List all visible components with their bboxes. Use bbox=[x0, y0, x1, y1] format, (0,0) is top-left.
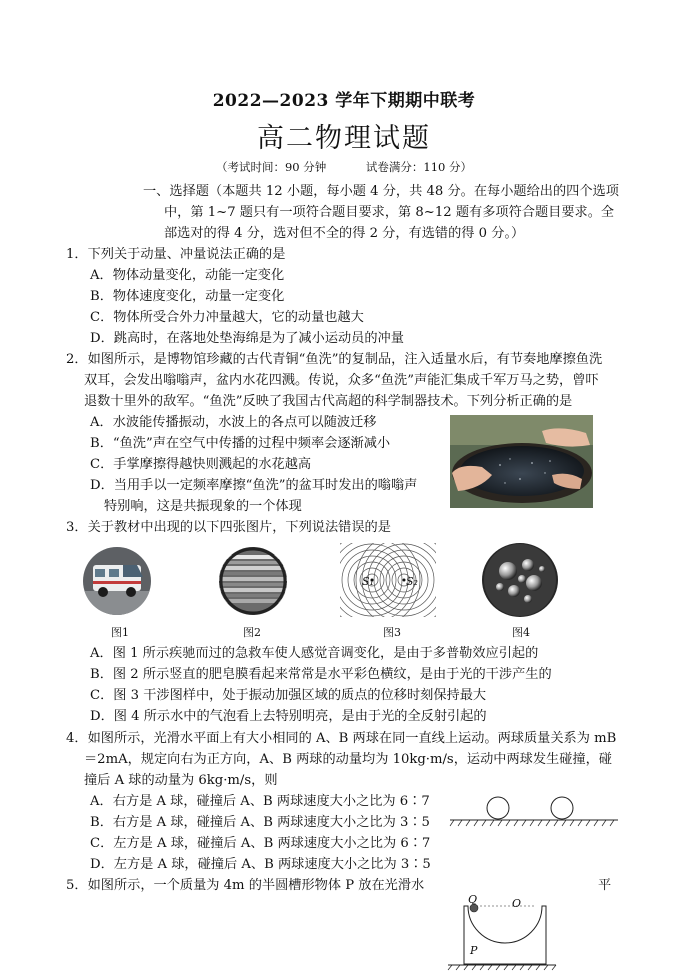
fig4-caption: 图4 bbox=[512, 626, 530, 639]
q3-option-d: D．图 4 所示水中的气泡看上去特别明亮，是由于光的全反射引起的 bbox=[90, 709, 487, 724]
q2-stem-line: 退数十里外的敌军。“鱼洗”反映了我国古代高超的科学制器技术。下列分析正确的是 bbox=[84, 394, 573, 409]
section-instruction-line: 一、选择题（本题共 12 小题，每小题 4 分，共 48 分。在每小题给出的四个选项 bbox=[143, 184, 619, 199]
q5-label-o: O bbox=[512, 897, 522, 910]
q4-two-balls-figure bbox=[448, 790, 620, 830]
fig2-caption: 图2 bbox=[243, 626, 261, 639]
q3-option-a: A．图 1 所示疾驰而过的急救车使人感觉音调变化，是由于多普勒效应引起的 bbox=[90, 646, 539, 661]
q1-option-b: B．物体速度变化，动量一定变化 bbox=[90, 289, 285, 304]
q2-option-d-cont: 特别响，这是共振现象的一个体现 bbox=[104, 499, 302, 514]
exam-title: 2022—2023 学年下期期中联考 bbox=[212, 91, 476, 111]
fig4-bubbles-image bbox=[482, 543, 558, 617]
q3-stem: 3．关于教材中出现的以下四张图片，下列说法错误的是 bbox=[66, 520, 391, 535]
fig3-interference-pattern bbox=[340, 543, 436, 617]
q4-stem-line: 4．如图所示，光滑水平面上有大小相同的 A、B 两球在同一直线上运动。两球质量关系为 mB bbox=[66, 731, 617, 746]
q5-stem: 5．如图所示，一个质量为 4m 的半圆槽形物体 P 放在光滑水 bbox=[66, 878, 425, 893]
q3-option-b: B．图 2 所示竖直的肥皂膜看起来常常是水平彩色横纹，是由于光的干涉产生的 bbox=[90, 667, 552, 682]
q3-option-c: C．图 3 干涉图样中，处于振动加强区域的质点的位移时刻保持最大 bbox=[90, 688, 487, 703]
subject-title: 高二物理试题 bbox=[257, 123, 431, 154]
q2-option-a: A．水波能传播振动，水波上的各点可以随波迁移 bbox=[90, 415, 377, 430]
fig3-label-s1: S₁ bbox=[362, 575, 374, 588]
q5-label-q: Q bbox=[468, 893, 478, 906]
q5-groove-figure bbox=[446, 892, 558, 971]
exam-time: （考试时间：90 分钟 bbox=[215, 160, 327, 174]
section-instruction-line: 中，第 1~7 题只有一项符合题目要求，第 8~12 题有多项符合题目要求。全 bbox=[164, 205, 615, 220]
q5-stem-tail: 平 bbox=[598, 878, 612, 893]
fig3-label-s2: S₂ bbox=[406, 575, 418, 588]
q5-label-p: P bbox=[470, 944, 478, 957]
q4-option-c: C．左方是 A 球，碰撞后 A、B 两球速度大小之比为 6∶7 bbox=[90, 836, 431, 851]
exam-score: 试卷满分：110 分） bbox=[365, 160, 473, 174]
q4-option-b: B．右方是 A 球，碰撞后 A、B 两球速度大小之比为 3∶5 bbox=[90, 815, 430, 830]
exam-meta bbox=[0, 159, 688, 175]
fish-basin-photo bbox=[450, 415, 593, 508]
section-instruction-line: 部选对的得 4 分，选对但不全的得 2 分，有选错的得 0 分。） bbox=[164, 226, 525, 241]
q2-option-c: C．手掌摩擦得越快则溅起的水花越高 bbox=[90, 457, 312, 472]
q1-option-a: A．物体动量变化，动能一定变化 bbox=[90, 268, 285, 283]
fig2-soap-film-image bbox=[219, 547, 287, 615]
q4-option-a: A．右方是 A 球，碰撞后 A、B 两球速度大小之比为 6∶7 bbox=[90, 794, 430, 809]
q1-stem: 1．下列关于动量、冲量说法正确的是 bbox=[66, 247, 286, 262]
q1-option-d: D．跳高时，在落地处垫海绵是为了减小运动员的冲量 bbox=[90, 331, 404, 346]
fig1-caption: 图1 bbox=[111, 626, 129, 639]
q1-option-c: C．物体所受合外力冲量越大，它的动量也越大 bbox=[90, 310, 364, 325]
fig3-caption: 图3 bbox=[383, 626, 401, 639]
q2-stem-line: 双耳，会发出嗡嗡声，盆内水花四溅。传说，众多“鱼洗”声能汇集成千军万马之势，曾吓 bbox=[84, 373, 599, 388]
q4-stem-line: ＝2mA，规定向右为正方向，A、B 两球的动量均为 10kg·m/s，运动中两球发生碰撞，碰 bbox=[84, 752, 612, 767]
q2-option-d: D．当用手以一定频率摩擦“鱼洗”的盆耳时发出的嗡嗡声 bbox=[90, 478, 418, 493]
q4-stem-line: 撞后 A 球的动量为 6kg·m/s，则 bbox=[84, 773, 278, 788]
q2-stem-line: 2．如图所示，是博物馆珍藏的古代青铜“鱼洗”的复制品，注入适量水后，有节奏地摩擦鱼洗 bbox=[66, 352, 603, 367]
q4-option-d: D．左方是 A 球，碰撞后 A、B 两球速度大小之比为 3∶5 bbox=[90, 857, 431, 872]
fig1-ambulance-image bbox=[83, 547, 151, 615]
q2-option-b: B．“鱼洗”声在空气中传播的过程中频率会逐渐减小 bbox=[90, 436, 391, 451]
